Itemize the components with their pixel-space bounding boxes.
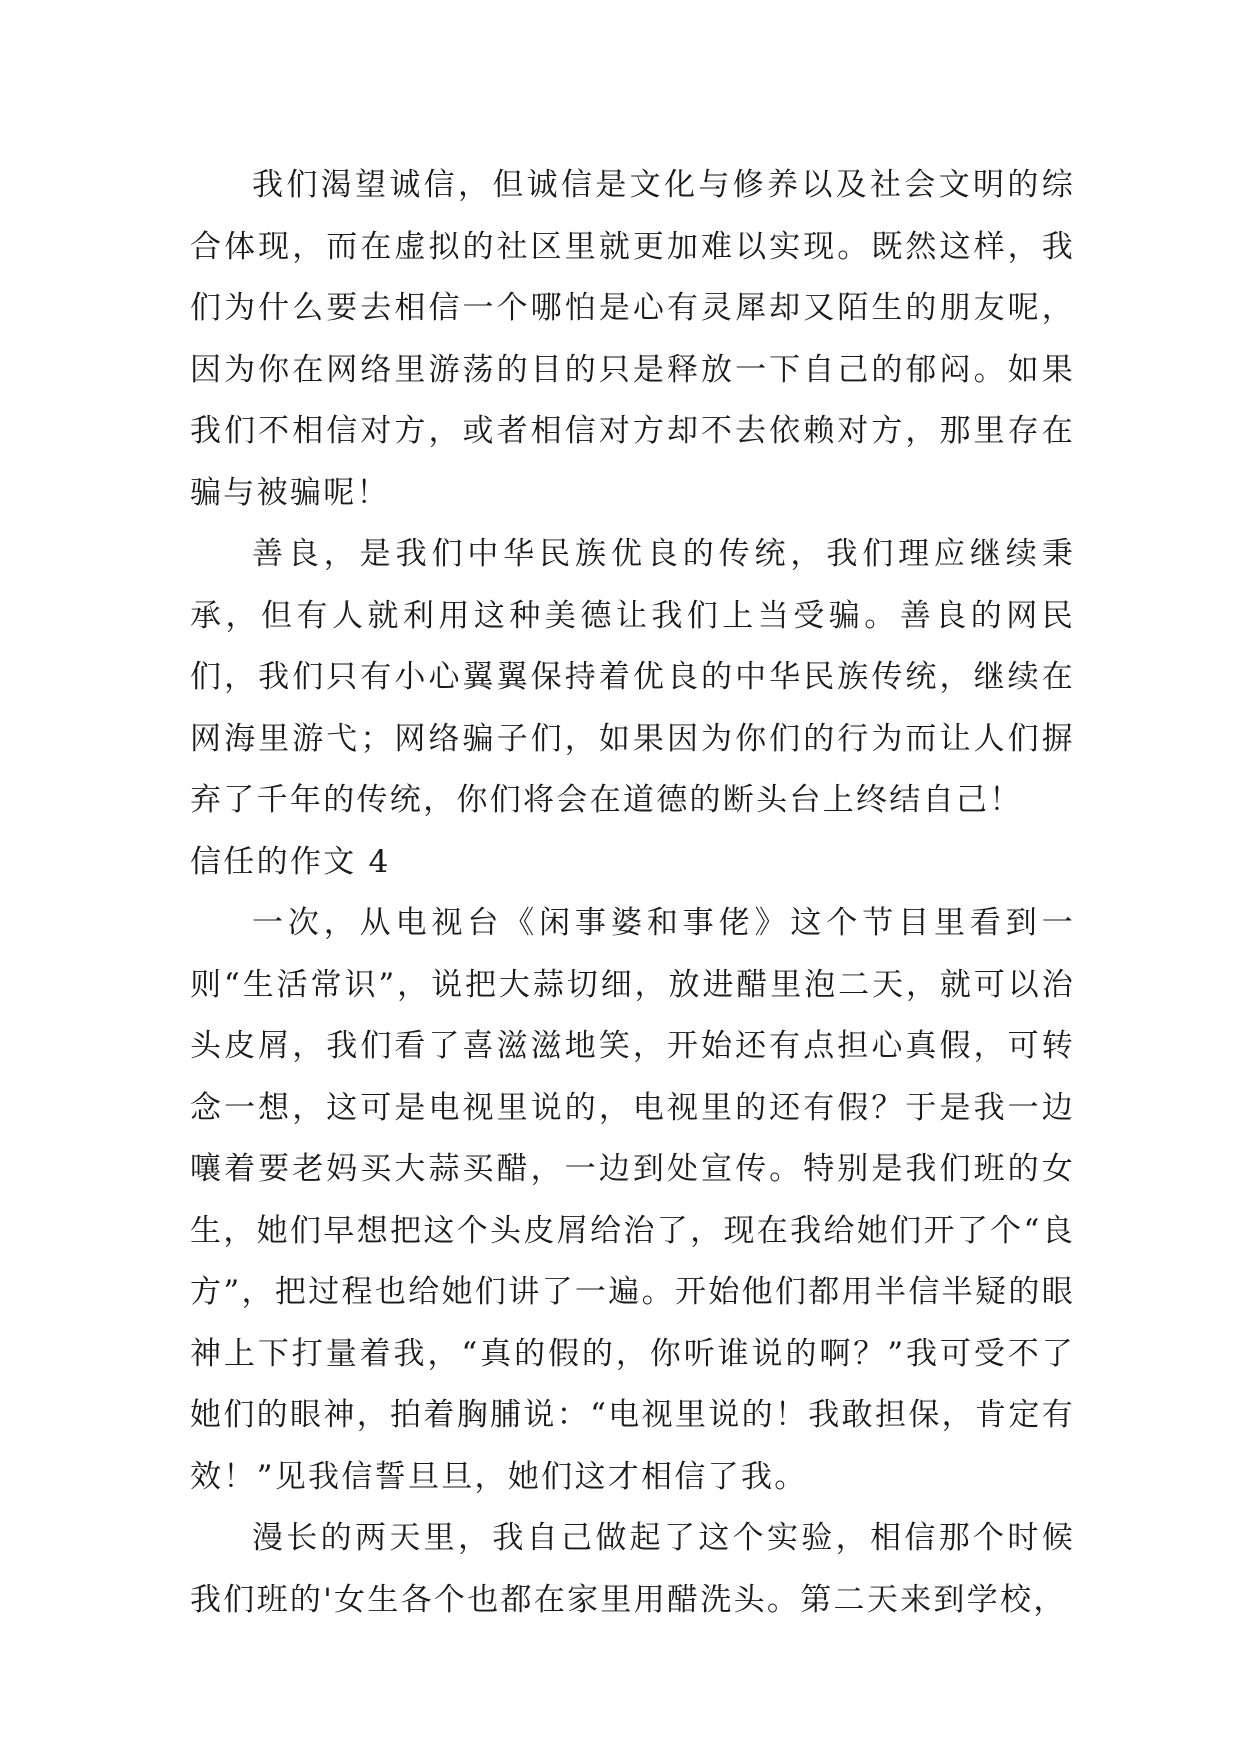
paragraph-kindness: 善良，是我们中华民族优良的传统，我们理应继续秉承，但有人就利用这种美德让我们上当受骗。善良的网民们，我们只有小心翼翼保持着优良的中华民族传统，继续在网海里游弋；网络骗子们，如果因为你们的行为而让人们摒弃了千年的传统，你们将会在道德的断头台上终结自己！ xyxy=(190,536,1075,818)
section-title: 信任的作文 4 xyxy=(190,843,391,880)
document-page xyxy=(190,155,1075,1631)
paragraph-garlic-vinegar: 一次，从电视台《闲事婆和事佬》这个节目里看到一则“生活常识”，说把大蒜切细，放进醋里泡二天，就可以治头皮屑，我们看了喜滋滋地笑，开始还有点担心真假，可转念一想，这可是电视里说的，电视里的还有假？于是我一边嚷着要老妈买大蒜买醋，一边到处宣传。特别是我们班的女生，她们早想把这个头皮屑给治了，现在我给她们开了个“良方”，把过程也给她们讲了一遍。开始他们都用半信半疑的眼神上下打量着我，“真的假的，你听谁说的啊？”我可受不了她们的眼神，拍着胸脯说：“电视里说的！我敢担保，肯定有效！”见我信誓旦旦，她们这才相信了我。 xyxy=(190,905,1075,1495)
paragraph-experiment: 漫长的两天里，我自己做起了这个实验，相信那个时候我们班的'女生各个也都在家里用醋洗头。第二天来到学校， xyxy=(190,1520,1075,1618)
paragraph-honesty: 我们渴望诚信，但诚信是文化与修养以及社会文明的综合体现，而在虚拟的社区里就更加难以实现。既然这样，我们为什么要去相信一个哪怕是心有灵犀却又陌生的朋友呢，因为你在网络里游荡的目的只是释放一下自己的郁闷。如果我们不相信对方，或者相信对方却不去依赖对方，那里存在骗与被骗呢！ xyxy=(190,167,1075,511)
